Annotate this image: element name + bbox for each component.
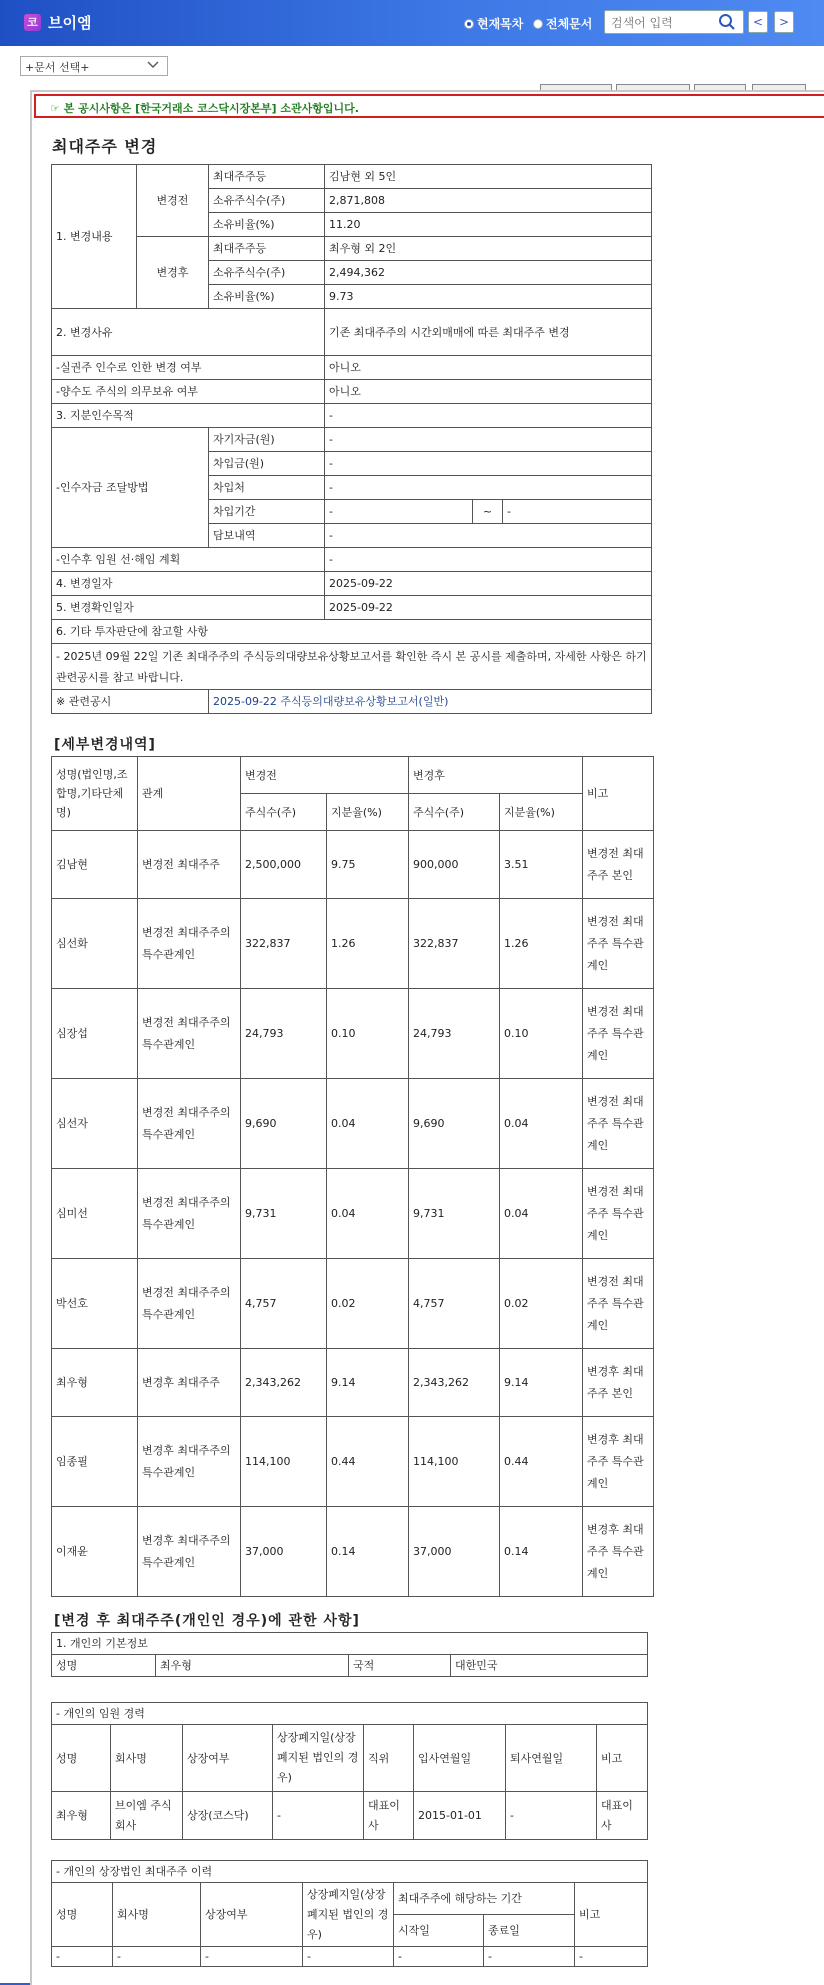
- h-after-ratio: 지분율(%): [500, 794, 583, 831]
- row-after-ratio: 0.04: [500, 1169, 583, 1259]
- after-shares-value: 2,494,362: [325, 261, 652, 285]
- row-after-ratio: 0.04: [500, 1079, 583, 1169]
- before-ratio-value: 11.20: [325, 213, 652, 237]
- c-h-join: 입사연월일: [414, 1725, 506, 1792]
- row-name: 임종필: [52, 1417, 138, 1507]
- c-r-company: 브이엠 주식회사: [111, 1792, 183, 1840]
- before-shares-value: 2,871,808: [325, 189, 652, 213]
- row-note: 변경후 최대주주 특수관계인: [583, 1417, 654, 1507]
- basic-name-value: 최우형: [156, 1655, 349, 1677]
- h-h-end: 종료일: [484, 1915, 575, 1947]
- history-cell: -: [575, 1947, 648, 1967]
- row-before-ratio: 9.75: [327, 831, 409, 899]
- company-title: 브이엠: [48, 14, 92, 32]
- real-owner-label: -실권주 인수로 인한 변경 여부: [52, 356, 325, 380]
- row-before-ratio: 0.04: [327, 1079, 409, 1169]
- h-h-listed: 상장여부: [201, 1883, 303, 1947]
- prev-button[interactable]: <: [748, 11, 768, 33]
- row-after-shares: 114,100: [409, 1417, 500, 1507]
- table-row: [52, 1169, 654, 1259]
- detail-table: [51, 756, 654, 1597]
- table-row: [52, 1507, 654, 1597]
- h-note: 비고: [583, 757, 654, 831]
- c-r-pos: 대표이사: [364, 1792, 414, 1840]
- radio-unchecked-icon: [533, 19, 543, 29]
- history-cell: -: [113, 1947, 201, 1967]
- row-name: 이재윤: [52, 1507, 138, 1597]
- row-after-ratio: 0.44: [500, 1417, 583, 1507]
- sec6-text: - 2025년 09월 22일 기존 최대주주의 주식등의대량보유상황보고서를 확인한 즉시 본 공시를 제출하며, 자세한 사항은 하기 관련공시를 참고 바랍니다.: [52, 644, 652, 690]
- history-cell: -: [52, 1947, 113, 1967]
- officer-plan-value: -: [325, 548, 652, 572]
- row-name: 최우형: [52, 1349, 138, 1417]
- row-before-ratio: 0.02: [327, 1259, 409, 1349]
- row-note: 변경전 최대주주 본인: [583, 831, 654, 899]
- history-cell: -: [394, 1947, 484, 1967]
- radio-all-docs[interactable]: [533, 15, 592, 32]
- history-table: [51, 1860, 648, 1967]
- row-note: 변경전 최대주주 특수관계인: [583, 989, 654, 1079]
- related-disclosure-link[interactable]: 2025-09-22 주식등의대량보유상황보고서(일반): [209, 690, 652, 714]
- main-change-table: [51, 164, 652, 714]
- c-r-join: 2015-01-01: [414, 1792, 506, 1840]
- c-h-company: 회사명: [111, 1725, 183, 1792]
- row-name: 박선호: [52, 1259, 138, 1349]
- c-h-listed: 상장여부: [183, 1725, 273, 1792]
- detail-heading: [세부변경내역]: [54, 737, 156, 753]
- row-after-ratio: 1.26: [500, 899, 583, 989]
- row-relation: 변경전 최대주주: [138, 831, 241, 899]
- transferee-value: 아니오: [325, 380, 652, 404]
- row-after-shares: 9,690: [409, 1079, 500, 1169]
- radio-current-label: 현재목차: [477, 17, 524, 31]
- h-before: 변경전: [241, 757, 409, 794]
- app-logo-icon: 코: [24, 14, 41, 31]
- table-row: [52, 831, 654, 899]
- row-relation: 변경후 최대주주의 특수관계인: [138, 1507, 241, 1597]
- row-after-shares: 4,757: [409, 1259, 500, 1349]
- sec4-value: 2025-09-22: [325, 572, 652, 596]
- row-before-shares: 2,500,000: [241, 831, 327, 899]
- row-note: 변경전 최대주주 특수관계인: [583, 1169, 654, 1259]
- sec1-label: 1. 변경내용: [52, 165, 137, 309]
- hist-title: - 개인의 상장법인 최대주주 이력: [52, 1861, 648, 1883]
- field-ratio-before: 소유비율(%): [209, 213, 325, 237]
- period-from: -: [325, 500, 473, 524]
- chevron-down-icon: [147, 60, 159, 70]
- h-h-name: 성명: [52, 1883, 113, 1947]
- row-relation: 변경전 최대주주의 특수관계인: [138, 899, 241, 989]
- h-rel: 관계: [138, 757, 241, 831]
- before-label: 변경전: [137, 165, 209, 237]
- table-row: [52, 1079, 654, 1169]
- row-after-shares: 322,837: [409, 899, 500, 989]
- after-label: 변경후: [137, 237, 209, 309]
- c-h-delist: 상장폐지일(상장폐지된 법인의 경우): [273, 1725, 364, 1792]
- sec2-label: 2. 변경사유: [52, 309, 325, 356]
- row-name: 심미선: [52, 1169, 138, 1259]
- table-row: [52, 1259, 654, 1349]
- c-r-name: 최우형: [52, 1792, 111, 1840]
- field-ratio-after: 소유비율(%): [209, 285, 325, 309]
- sec5-label: 5. 변경확인일자: [52, 596, 325, 620]
- row-before-ratio: 0.10: [327, 989, 409, 1079]
- row-before-ratio: 9.14: [327, 1349, 409, 1417]
- row-after-ratio: 0.10: [500, 989, 583, 1079]
- row-relation: 변경전 최대주주의 특수관계인: [138, 1259, 241, 1349]
- sec5-value: 2025-09-22: [325, 596, 652, 620]
- row-after-shares: 24,793: [409, 989, 500, 1079]
- h-h-period: 최대주주에 해당하는 기간: [394, 1883, 575, 1915]
- field-holder-after: 최대주주등: [209, 237, 325, 261]
- c-r-leave: -: [506, 1792, 597, 1840]
- basic-nation-label: 국적: [349, 1655, 451, 1677]
- officer-plan-label: -인수후 임원 선·해임 계획: [52, 548, 325, 572]
- sec2-value: 기존 최대주주의 시간외매매에 따른 최대주주 변경: [325, 309, 652, 356]
- row-after-shares: 900,000: [409, 831, 500, 899]
- field-shares-before: 소유주식수(주): [209, 189, 325, 213]
- row-before-shares: 37,000: [241, 1507, 327, 1597]
- collateral-value: -: [325, 524, 652, 548]
- c-r-note: 대표이사: [597, 1792, 648, 1840]
- row-before-ratio: 0.14: [327, 1507, 409, 1597]
- radio-all-label: 전체문서: [546, 17, 593, 31]
- lender-value: -: [325, 476, 652, 500]
- h-after-shares: 주식수(주): [409, 794, 500, 831]
- individual-heading: [변경 후 최대주주(개인인 경우)에 관한 사항]: [54, 1613, 360, 1629]
- h-after: 변경후: [409, 757, 583, 794]
- h-h-company: 회사명: [113, 1883, 201, 1947]
- career-table: [51, 1702, 648, 1840]
- row-before-shares: 4,757: [241, 1259, 327, 1349]
- row-relation: 변경전 최대주주의 특수관계인: [138, 1169, 241, 1259]
- row-note: 변경전 최대주주 특수관계인: [583, 899, 654, 989]
- detail-rows: [52, 831, 654, 1597]
- row-after-ratio: 0.02: [500, 1259, 583, 1349]
- row-name: 심장섭: [52, 989, 138, 1079]
- basic-name-label: 성명: [52, 1655, 156, 1677]
- lender-label: 차입처: [209, 476, 325, 500]
- borrowed-label: 차입금(원): [209, 452, 325, 476]
- row-after-ratio: 9.14: [500, 1349, 583, 1417]
- sec3-label: 3. 지분인수목적: [52, 404, 325, 428]
- period-label: 차입기간: [209, 500, 325, 524]
- basic-title: 1. 개인의 기본정보: [52, 1633, 648, 1655]
- search-button[interactable]: [716, 12, 738, 32]
- row-relation: 변경전 최대주주의 특수관계인: [138, 1079, 241, 1169]
- c-r-listed: 상장(코스닥): [183, 1792, 273, 1840]
- row-note: 변경후 최대주주 특수관계인: [583, 1507, 654, 1597]
- c-r-delist: -: [273, 1792, 364, 1840]
- row-after-ratio: 0.14: [500, 1507, 583, 1597]
- next-button[interactable]: >: [774, 11, 794, 33]
- sec4-label: 4. 변경일자: [52, 572, 325, 596]
- field-shares-after: 소유주식수(주): [209, 261, 325, 285]
- basic-nation-value: 대한민국: [451, 1655, 648, 1677]
- row-after-shares: 37,000: [409, 1507, 500, 1597]
- document-select-value: +문서 선택+: [25, 61, 90, 74]
- row-relation: 변경후 최대주주: [138, 1349, 241, 1417]
- basic-info-table: [51, 1632, 648, 1677]
- history-cell: -: [484, 1947, 575, 1967]
- period-to: -: [503, 500, 652, 524]
- h-name: 성명(법인명,조합명,기타단체명): [52, 757, 138, 831]
- sec3-value: -: [325, 404, 652, 428]
- h-before-ratio: 지분율(%): [327, 794, 409, 831]
- related-label: ※ 관련공시: [52, 690, 209, 714]
- row-name: 심선화: [52, 899, 138, 989]
- document-title: 최대주주 변경: [52, 137, 158, 156]
- document-select[interactable]: [20, 56, 168, 76]
- collateral-label: 담보내역: [209, 524, 325, 548]
- c-h-pos: 직위: [364, 1725, 414, 1792]
- sec6-label: 6. 기타 투자판단에 참고할 사항: [52, 620, 652, 644]
- c-h-note: 비고: [597, 1725, 648, 1792]
- own-funds-value: -: [325, 428, 652, 452]
- row-relation: 변경후 최대주주의 특수관계인: [138, 1417, 241, 1507]
- history-cell: -: [201, 1947, 303, 1967]
- row-name: 김남현: [52, 831, 138, 899]
- h-h-start: 시작일: [394, 1915, 484, 1947]
- row-before-shares: 9,731: [241, 1169, 327, 1259]
- row-after-ratio: 3.51: [500, 831, 583, 899]
- table-row: [52, 989, 654, 1079]
- row-before-ratio: 0.44: [327, 1417, 409, 1507]
- row-relation: 변경전 최대주주의 특수관계인: [138, 989, 241, 1079]
- radio-checked-icon: [464, 19, 474, 29]
- row-note: 변경전 최대주주 특수관계인: [583, 1079, 654, 1169]
- borrowed-value: -: [325, 452, 652, 476]
- row-before-shares: 2,343,262: [241, 1349, 327, 1417]
- table-row: [52, 1417, 654, 1507]
- period-sep: ~: [473, 500, 503, 524]
- jurisdiction-notice: ☞ 본 공시사항은 [한국거래소 코스닥시장본부] 소관사항입니다.: [34, 94, 824, 118]
- history-row: [52, 1947, 648, 1967]
- funding-label: -인수자금 조달방법: [52, 428, 209, 548]
- top-bar: [0, 0, 824, 46]
- c-h-name: 성명: [52, 1725, 111, 1792]
- h-h-note: 비고: [575, 1883, 648, 1947]
- table-row: [52, 899, 654, 989]
- table-row: [52, 1349, 654, 1417]
- search-icon: [718, 13, 736, 31]
- after-holder-value: 최우형 외 2인: [325, 237, 652, 261]
- c-h-leave: 퇴사연월일: [506, 1725, 597, 1792]
- row-before-shares: 114,100: [241, 1417, 327, 1507]
- real-owner-value: 아니오: [325, 356, 652, 380]
- history-cell: -: [303, 1947, 394, 1967]
- after-ratio-value: 9.73: [325, 285, 652, 309]
- radio-current-toc[interactable]: [464, 15, 523, 32]
- h-h-delist: 상장폐지일(상장폐지된 법인의 경우): [303, 1883, 394, 1947]
- row-before-shares: 9,690: [241, 1079, 327, 1169]
- h-before-shares: 주식수(주): [241, 794, 327, 831]
- own-funds-label: 자기자금(원): [209, 428, 325, 452]
- row-before-shares: 322,837: [241, 899, 327, 989]
- row-before-shares: 24,793: [241, 989, 327, 1079]
- row-note: 변경후 최대주주 본인: [583, 1349, 654, 1417]
- career-title: - 개인의 임원 경력: [52, 1703, 648, 1725]
- row-note: 변경전 최대주주 특수관계인: [583, 1259, 654, 1349]
- row-after-shares: 9,731: [409, 1169, 500, 1259]
- row-after-shares: 2,343,262: [409, 1349, 500, 1417]
- row-before-ratio: 0.04: [327, 1169, 409, 1259]
- row-before-ratio: 1.26: [327, 899, 409, 989]
- field-holder-before: 최대주주등: [209, 165, 325, 189]
- before-holder-value: 김남현 외 5인: [325, 165, 652, 189]
- transferee-label: -양수도 주식의 의무보유 여부: [52, 380, 325, 404]
- row-name: 심선자: [52, 1079, 138, 1169]
